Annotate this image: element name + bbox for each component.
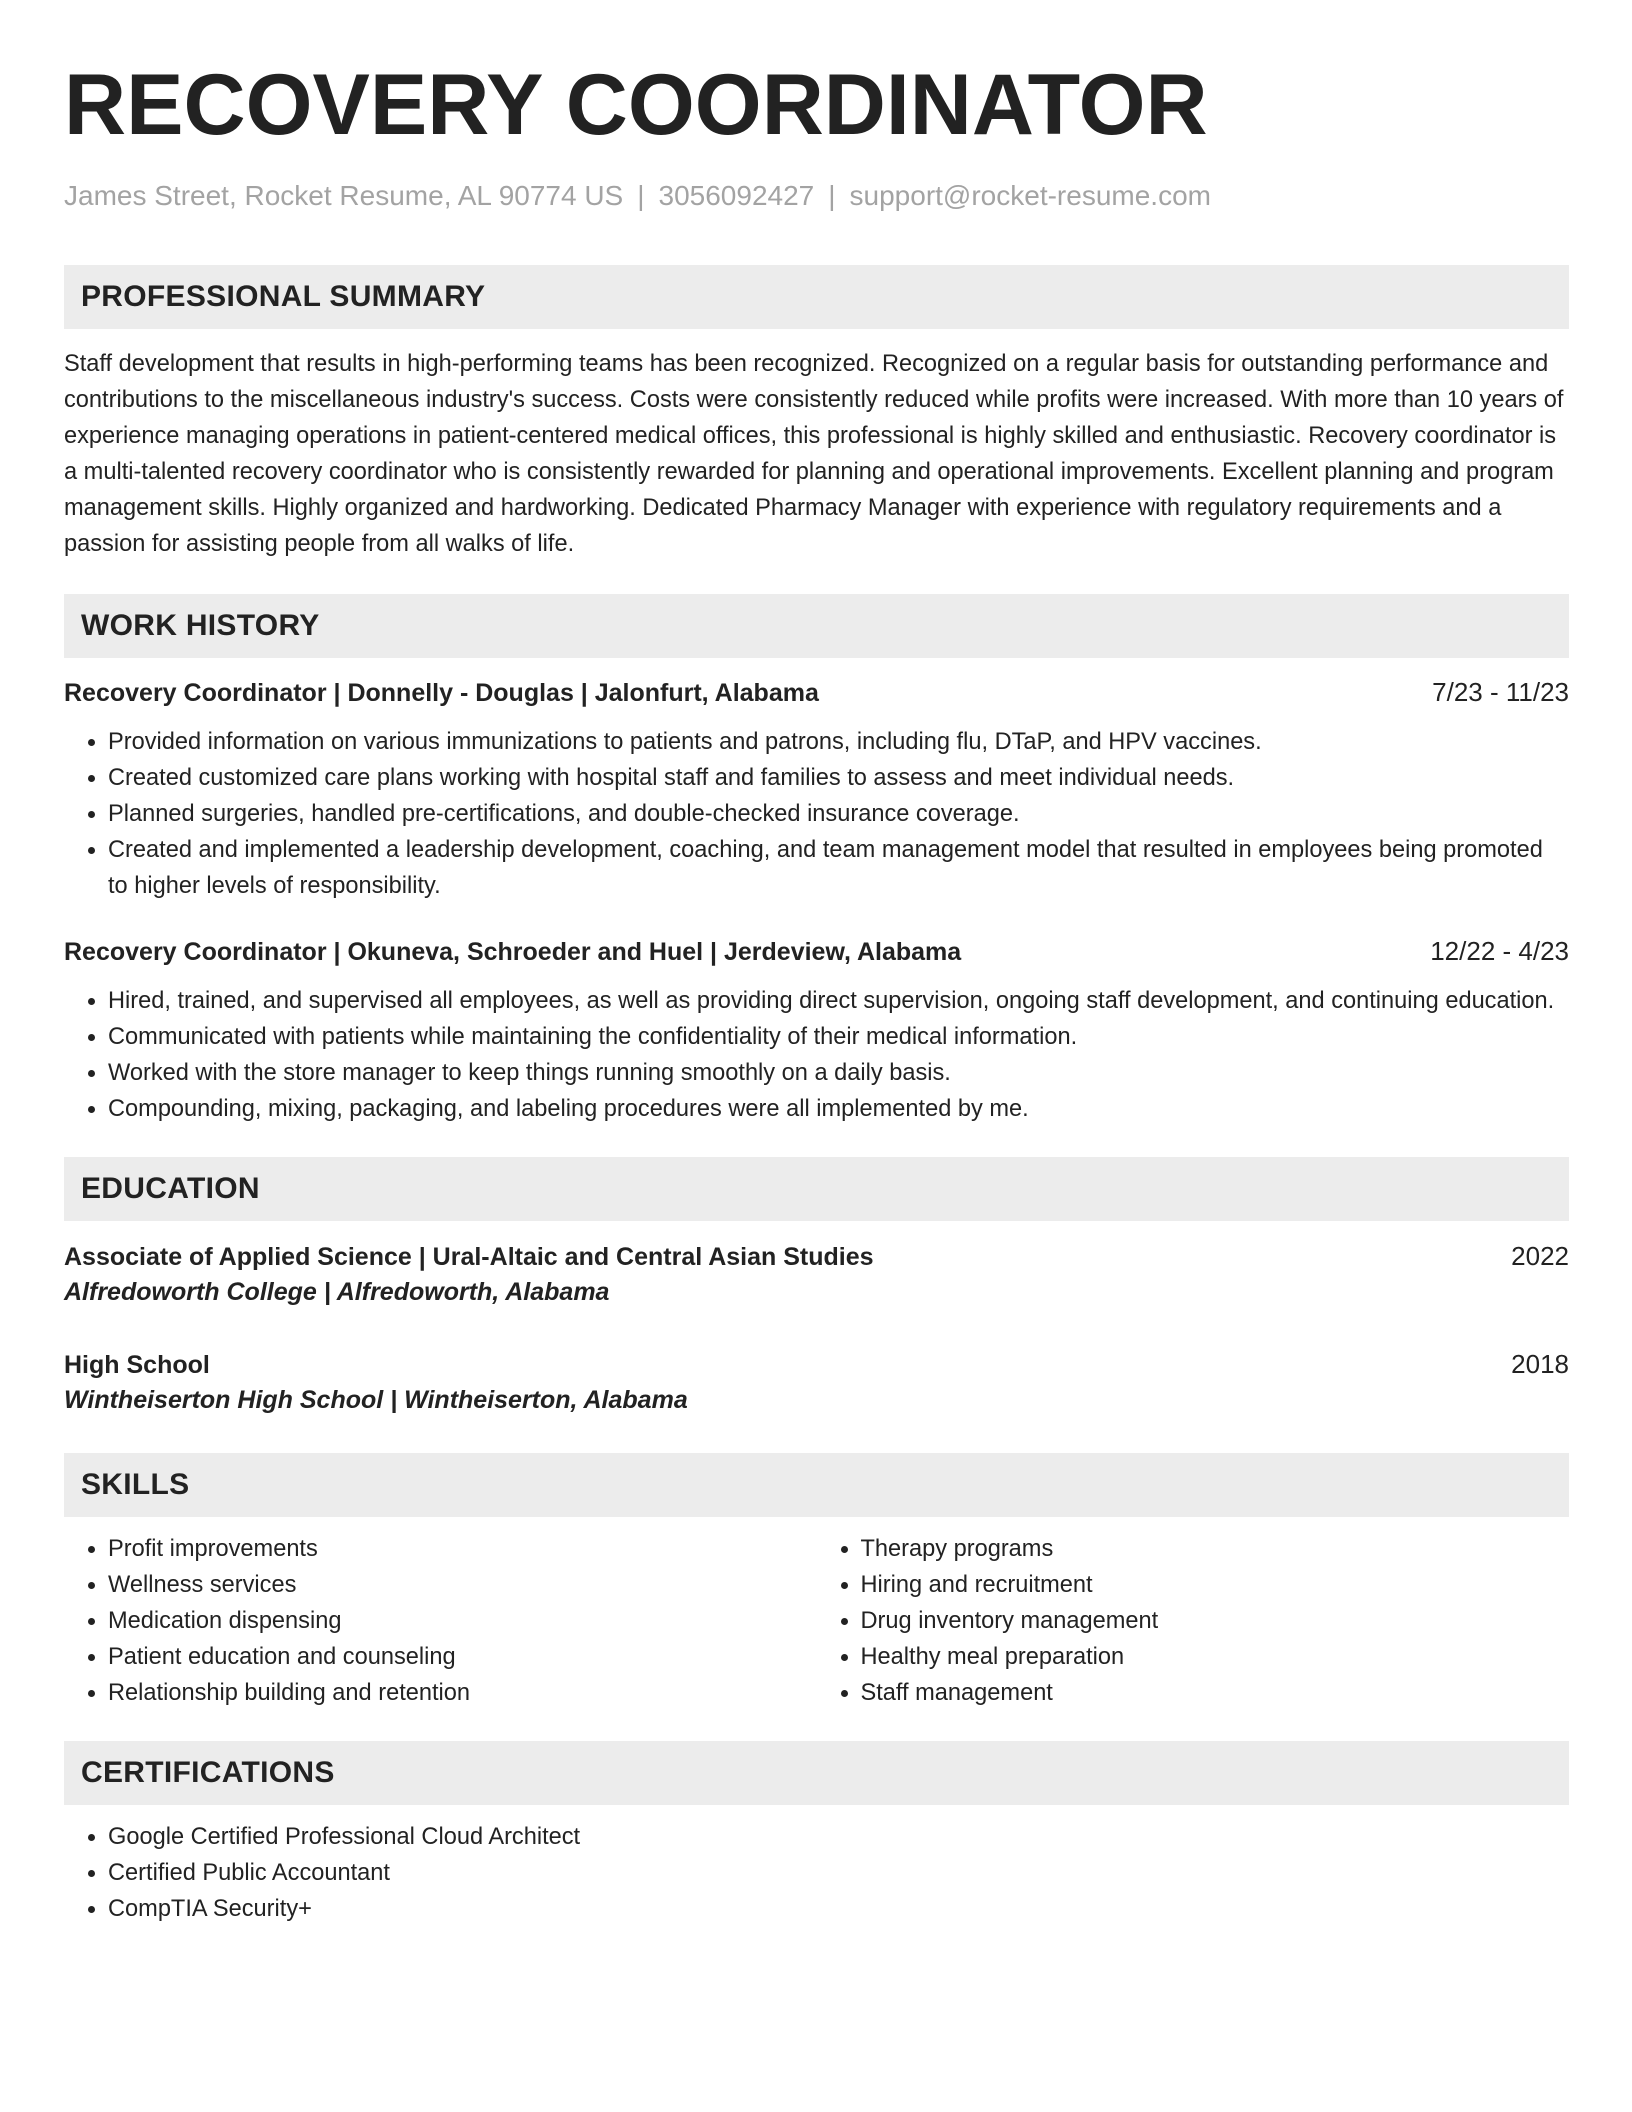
education-entry [64, 1239, 1569, 1311]
certification-item: • Certified Public Accountant [108, 1855, 1569, 1891]
job-bullet: • Hired, trained, and supervised all employees, as well as providing direct supervision, ongoing staff development, and continuing education. [108, 983, 1569, 1019]
certifications-list [64, 1819, 1569, 1927]
education-school: Wintheiserton High School | Wintheiserton, Alabama [64, 1386, 688, 1414]
skills-column-left [64, 1531, 817, 1711]
skill-item: • Wellness services [108, 1567, 817, 1603]
skills-column-right [817, 1531, 1570, 1711]
contact-separator: | [637, 180, 645, 211]
section-header-education: EDUCATION [64, 1157, 1569, 1221]
job-title: Recovery Coordinator | Okuneva, Schroeder and Huel | Jerdeview, Alabama [64, 938, 962, 966]
job-bullet: • Created and implemented a leadership development, coaching, and team management model that resulted in employees being promoted to higher levels of responsibility. [108, 832, 1569, 904]
skill-item: • Profit improvements [108, 1531, 817, 1567]
job-dates: 7/23 - 11/23 [1432, 677, 1569, 707]
job-bullet: • Worked with the store manager to keep things running smoothly on a daily basis. [108, 1055, 1569, 1091]
skill-item: • Hiring and recruitment [861, 1567, 1570, 1603]
resume-name: RECOVERY COORDINATOR [64, 57, 1208, 153]
section-header-skills: SKILLS [64, 1453, 1569, 1517]
job-bullets [64, 724, 1569, 904]
section-header-summary: PROFESSIONAL SUMMARY [64, 265, 1569, 329]
job-bullet: • Provided information on various immunizations to patients and patrons, including flu, DTaP, and HPV vaccines. [108, 724, 1569, 760]
contact-phone: 3056092427 [658, 180, 815, 211]
education-year: 2018 [1511, 1349, 1569, 1379]
job-bullets [64, 983, 1569, 1127]
skill-item: • Staff management [861, 1675, 1570, 1711]
education-degree: Associate of Applied Science | Ural-Altaic and Central Asian Studies [64, 1243, 874, 1271]
summary-text: Staff development that results in high-performing teams has been recognized. Recognized on a regular basis for outstanding performance and contributions to the miscellaneous industry's success. Costs were consistently reduced while profits were increased. With more than 10 years of experience managing operations in patient-centered medical offices, this professional is highly skilled and enthusiastic. Recovery coordinator is a multi-talented recovery coordinator who is consistently rewarded for planning and operational improvements. Excellent planning and program management skills. Highly organized and hardworking. Dedicated Pharmacy Manager with experience with regulatory requirements and a passion for assisting people from all walks of life. [64, 351, 1564, 557]
contact-line [64, 178, 1569, 214]
job-entry [64, 675, 1569, 904]
job-title-line [64, 934, 1569, 969]
job-entry [64, 934, 1569, 1127]
skill-item: • Therapy programs [861, 1531, 1570, 1567]
skill-item: • Medication dispensing [108, 1603, 817, 1639]
skill-item: • Drug inventory management [861, 1603, 1570, 1639]
section-header-certifications: CERTIFICATIONS [64, 1741, 1569, 1805]
skills-grid [64, 1531, 1569, 1711]
education-title-line [64, 1347, 1569, 1382]
job-title-line [64, 675, 1569, 710]
education-degree: High School [64, 1351, 210, 1379]
job-dates: 12/22 - 4/23 [1430, 936, 1569, 966]
certification-item: • CompTIA Security+ [108, 1891, 1569, 1927]
skill-item: • Relationship building and retention [108, 1675, 817, 1711]
education-school: Alfredoworth College | Alfredoworth, Alabama [64, 1278, 610, 1306]
contact-address: James Street, Rocket Resume, AL 90774 US [64, 180, 624, 211]
contact-separator: | [828, 180, 836, 211]
job-bullet: • Compounding, mixing, packaging, and labeling procedures were all implemented by me. [108, 1091, 1569, 1127]
education-year: 2022 [1511, 1241, 1569, 1271]
contact-email: support@rocket-resume.com [849, 180, 1211, 211]
job-bullet: • Planned surgeries, handled pre-certifications, and double-checked insurance coverage. [108, 796, 1569, 832]
skill-item: • Patient education and counseling [108, 1639, 817, 1675]
job-title: Recovery Coordinator | Donnelly - Douglas | Jalonfurt, Alabama [64, 679, 819, 707]
section-header-work-history: WORK HISTORY [64, 594, 1569, 658]
education-title-line [64, 1239, 1569, 1274]
education-entry [64, 1347, 1569, 1419]
job-bullet: • Created customized care plans working with hospital staff and families to assess and meet individual needs. [108, 760, 1569, 796]
certification-item: • Google Certified Professional Cloud Architect [108, 1819, 1569, 1855]
job-bullet: • Communicated with patients while maintaining the confidentiality of their medical information. [108, 1019, 1569, 1055]
skill-item: • Healthy meal preparation [861, 1639, 1570, 1675]
